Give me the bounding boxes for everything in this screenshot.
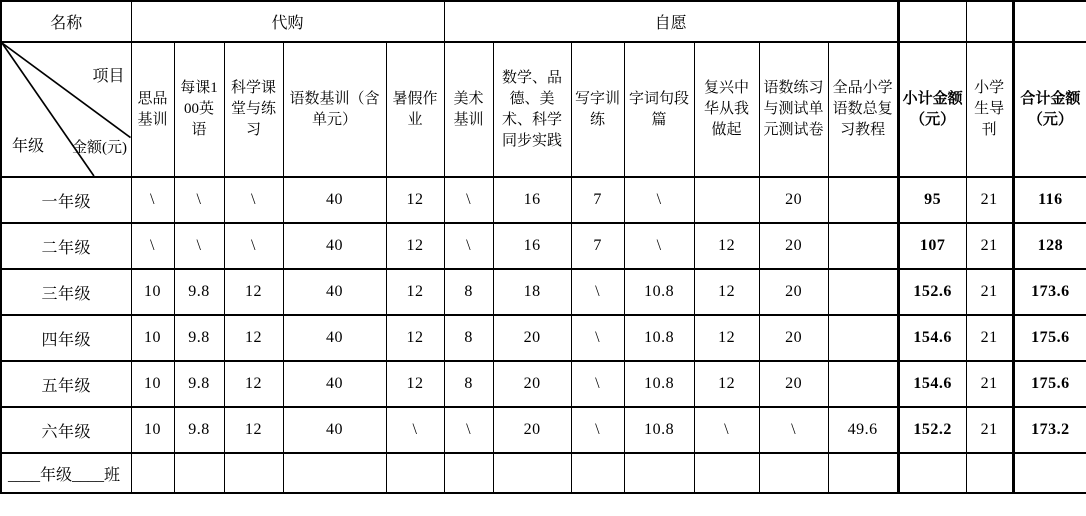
value-cell: 40 bbox=[283, 223, 386, 269]
value-cell: 20 bbox=[759, 269, 828, 315]
value-cell: 10.8 bbox=[624, 315, 694, 361]
table-row bbox=[1, 315, 1086, 361]
value-cell bbox=[1013, 453, 1086, 493]
value-cell: \ bbox=[131, 223, 174, 269]
value-cell: 173.2 bbox=[1013, 407, 1086, 453]
group-header-row bbox=[1, 1, 1086, 42]
column-header-shujia-zuoye: 暑假作业 bbox=[386, 42, 444, 177]
table-row bbox=[1, 223, 1086, 269]
value-cell: \ bbox=[571, 407, 624, 453]
value-cell: 10.8 bbox=[624, 407, 694, 453]
value-cell bbox=[828, 223, 898, 269]
value-cell: 95 bbox=[898, 177, 966, 223]
value-cell: 12 bbox=[224, 407, 283, 453]
value-cell: \ bbox=[224, 223, 283, 269]
value-cell: 12 bbox=[386, 223, 444, 269]
value-cell: \ bbox=[694, 407, 759, 453]
value-cell: 12 bbox=[386, 177, 444, 223]
value-cell bbox=[828, 361, 898, 407]
value-cell: \ bbox=[131, 177, 174, 223]
value-cell: \ bbox=[624, 177, 694, 223]
value-cell: \ bbox=[174, 223, 224, 269]
column-header-subtotal: 小计金额（元） bbox=[898, 42, 966, 177]
value-cell: 20 bbox=[759, 177, 828, 223]
table-row bbox=[1, 453, 1086, 493]
column-header-zicijuduanpian: 字词句段篇 bbox=[624, 42, 694, 177]
name-header-cell: 名称 bbox=[1, 1, 131, 42]
value-cell bbox=[624, 453, 694, 493]
value-cell bbox=[571, 453, 624, 493]
value-cell: 175.6 bbox=[1013, 315, 1086, 361]
value-cell bbox=[966, 453, 1013, 493]
column-header-meishu-jixun: 美术基训 bbox=[444, 42, 493, 177]
value-cell: \ bbox=[224, 177, 283, 223]
value-cell: 9.8 bbox=[174, 407, 224, 453]
value-cell: 7 bbox=[571, 177, 624, 223]
column-header-yushu-jixun: 语数基训（含单元） bbox=[283, 42, 386, 177]
value-cell: \ bbox=[444, 407, 493, 453]
value-cell: 9.8 bbox=[174, 269, 224, 315]
value-cell bbox=[828, 315, 898, 361]
grade-cell: 二年级 bbox=[1, 223, 131, 269]
column-header-total: 合计金额（元） bbox=[1013, 42, 1086, 177]
value-cell bbox=[386, 453, 444, 493]
value-cell: 7 bbox=[571, 223, 624, 269]
table-row bbox=[1, 269, 1086, 315]
value-cell: 12 bbox=[386, 361, 444, 407]
value-cell bbox=[828, 177, 898, 223]
value-cell: 20 bbox=[759, 315, 828, 361]
column-header-zongfuxi-jiaocheng: 全品小学语数总复习教程 bbox=[828, 42, 898, 177]
value-cell: 173.6 bbox=[1013, 269, 1086, 315]
value-cell: \ bbox=[444, 223, 493, 269]
table-row bbox=[1, 407, 1086, 453]
value-cell: 12 bbox=[694, 361, 759, 407]
value-cell: 12 bbox=[694, 315, 759, 361]
column-header-xiezi-xunlian: 写字训练 bbox=[571, 42, 624, 177]
diagonal-lines bbox=[2, 43, 131, 176]
table-row bbox=[1, 177, 1086, 223]
value-cell: 20 bbox=[759, 361, 828, 407]
value-cell: \ bbox=[444, 177, 493, 223]
grade-cell: 三年级 bbox=[1, 269, 131, 315]
group-header-purchase: 代购 bbox=[131, 1, 444, 42]
value-cell: 20 bbox=[493, 315, 571, 361]
value-cell: \ bbox=[624, 223, 694, 269]
grade-cell: 五年级 bbox=[1, 361, 131, 407]
grade-cell: 一年级 bbox=[1, 177, 131, 223]
value-cell: 21 bbox=[966, 315, 1013, 361]
value-cell: 152.6 bbox=[898, 269, 966, 315]
value-cell: 107 bbox=[898, 223, 966, 269]
diagonal-grade-label: 年级 bbox=[12, 138, 45, 155]
fee-table-body bbox=[1, 177, 1086, 493]
column-header-row bbox=[1, 42, 1086, 177]
value-cell: 10 bbox=[131, 269, 174, 315]
value-cell: \ bbox=[571, 269, 624, 315]
column-header-kexue-ketang: 科学课堂与练习 bbox=[224, 42, 283, 177]
diagonal-amount-label: 金额(元) bbox=[72, 140, 127, 156]
value-cell: \ bbox=[571, 361, 624, 407]
empty-header-cell-subtotal bbox=[898, 1, 966, 42]
column-header-tongbu-shijian: 数学、品德、美术、科学同步实践 bbox=[493, 42, 571, 177]
value-cell: 8 bbox=[444, 315, 493, 361]
column-header-sipin-jixun: 思品基训 bbox=[131, 42, 174, 177]
value-cell: 10 bbox=[131, 315, 174, 361]
value-cell: 12 bbox=[224, 361, 283, 407]
value-cell: 152.2 bbox=[898, 407, 966, 453]
value-cell bbox=[694, 453, 759, 493]
value-cell: 12 bbox=[224, 269, 283, 315]
value-cell: 128 bbox=[1013, 223, 1086, 269]
diagonal-item-label: 项目 bbox=[92, 68, 125, 85]
value-cell: 16 bbox=[493, 223, 571, 269]
value-cell: 21 bbox=[966, 177, 1013, 223]
value-cell: 21 bbox=[966, 407, 1013, 453]
value-cell: 21 bbox=[966, 223, 1013, 269]
value-cell bbox=[131, 453, 174, 493]
value-cell: \ bbox=[759, 407, 828, 453]
value-cell: 154.6 bbox=[898, 315, 966, 361]
value-cell: 18 bbox=[493, 269, 571, 315]
value-cell: 40 bbox=[283, 177, 386, 223]
value-cell: 12 bbox=[386, 315, 444, 361]
value-cell: 12 bbox=[694, 269, 759, 315]
value-cell: \ bbox=[386, 407, 444, 453]
value-cell: 10 bbox=[131, 407, 174, 453]
value-cell: 12 bbox=[224, 315, 283, 361]
value-cell bbox=[759, 453, 828, 493]
value-cell bbox=[694, 177, 759, 223]
value-cell: 8 bbox=[444, 269, 493, 315]
grade-cell: 四年级 bbox=[1, 315, 131, 361]
value-cell: 40 bbox=[283, 407, 386, 453]
value-cell: \ bbox=[571, 315, 624, 361]
column-header-xuesheng-daokan: 小学生导刊 bbox=[966, 42, 1013, 177]
grade-cell: 六年级 bbox=[1, 407, 131, 453]
value-cell: 10 bbox=[131, 361, 174, 407]
empty-header-cell-journal bbox=[966, 1, 1013, 42]
value-cell: 40 bbox=[283, 269, 386, 315]
value-cell bbox=[898, 453, 966, 493]
empty-header-cell-total bbox=[1013, 1, 1086, 42]
value-cell: 175.6 bbox=[1013, 361, 1086, 407]
grade-cell: ____年级____班 bbox=[1, 453, 131, 493]
value-cell: 20 bbox=[493, 361, 571, 407]
diagonal-header-cell bbox=[1, 42, 131, 177]
value-cell: 12 bbox=[386, 269, 444, 315]
column-header-fuxing-zhonghua: 复兴中华从我做起 bbox=[694, 42, 759, 177]
value-cell: 9.8 bbox=[174, 315, 224, 361]
group-header-voluntary: 自愿 bbox=[444, 1, 898, 42]
value-cell bbox=[493, 453, 571, 493]
value-cell bbox=[828, 269, 898, 315]
value-cell: \ bbox=[174, 177, 224, 223]
value-cell bbox=[828, 453, 898, 493]
value-cell: 154.6 bbox=[898, 361, 966, 407]
value-cell: 10.8 bbox=[624, 269, 694, 315]
value-cell: 10.8 bbox=[624, 361, 694, 407]
value-cell: 116 bbox=[1013, 177, 1086, 223]
value-cell: 49.6 bbox=[828, 407, 898, 453]
value-cell: 40 bbox=[283, 315, 386, 361]
value-cell: 40 bbox=[283, 361, 386, 407]
value-cell bbox=[444, 453, 493, 493]
value-cell: 9.8 bbox=[174, 361, 224, 407]
value-cell: 8 bbox=[444, 361, 493, 407]
value-cell: 21 bbox=[966, 269, 1013, 315]
value-cell bbox=[174, 453, 224, 493]
column-header-meike-100-yingyu: 每课100英语 bbox=[174, 42, 224, 177]
value-cell: 20 bbox=[493, 407, 571, 453]
value-cell: 20 bbox=[759, 223, 828, 269]
value-cell: 21 bbox=[966, 361, 1013, 407]
value-cell: 12 bbox=[694, 223, 759, 269]
value-cell bbox=[283, 453, 386, 493]
value-cell: 16 bbox=[493, 177, 571, 223]
table-row bbox=[1, 361, 1086, 407]
column-header-ceshijuan: 语数练习与测试单元测试卷 bbox=[759, 42, 828, 177]
value-cell bbox=[224, 453, 283, 493]
